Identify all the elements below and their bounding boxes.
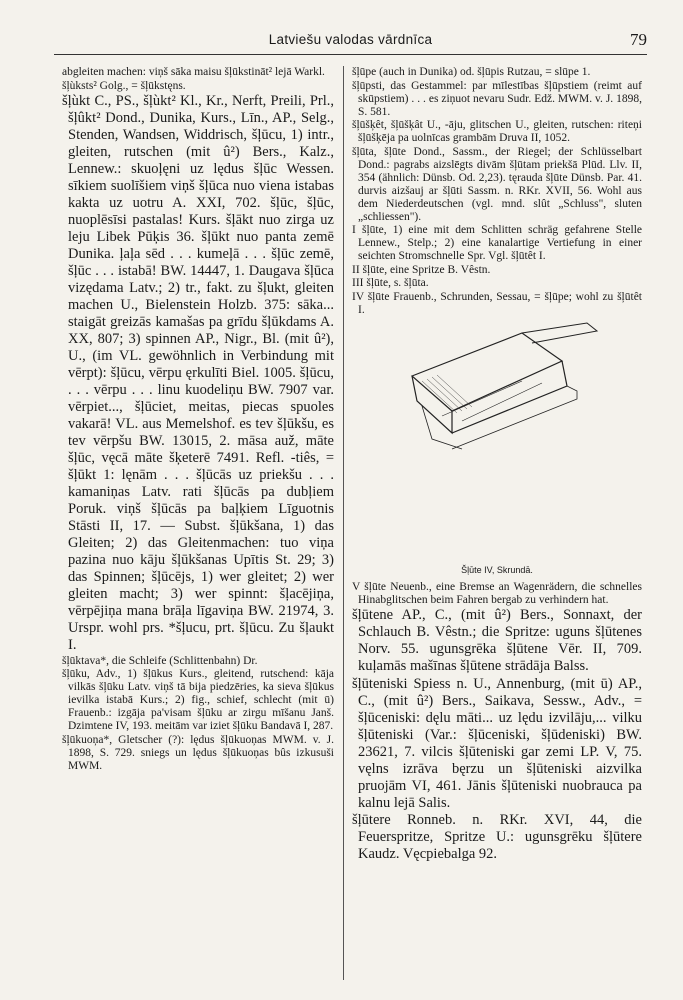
dictionary-entry: IV šļūte Frauenb., Schrunden, Sessau, = šļūpe; wohl zu šļūtêt I.: [352, 290, 642, 316]
left-column: [62, 66, 334, 773]
dictionary-entry: šļùksts² Golg., = šļūkstęns.: [62, 79, 186, 92]
dictionary-entry: abgleiten machen: viņš sāka maisu šļūkstināt² lejā Warkl.: [62, 66, 325, 78]
illustration-caption: Šļūte IV, Skrundā.: [461, 565, 533, 576]
dictionary-entry: šļūpsti, das Gestammel: par mīlestības šļūpstiem (reimt auf skūpstiem) . . . es ziņuot nevaru Sudr. Edž. MWM. v. J. 1898, S. 581.: [352, 79, 642, 118]
dictionary-entry: šļùkt C., PS., šļùkt² Kl., Kr., Nerft, Preili, Prl., šļûkt² Dond., Dunika, Kurs., Līn., AP., Selg., Stenden, Wandsen, Widdrisch, šļūcu, 1) intr., gleiten, rutschen (mit û²) Bers., Kalz., Lennew.: skuoļęni uz lędus šļūc Wessen. sīkiem suolīšiem viņš šļūca nuo viena istabas kakta uz uotru A. XXI, 702. šļūc, šļūc, nuoplēsīsi pastalas! Kurs. šļākt nuo zirga uz leju Libek Pūķis 36. šļūkt nuo panta zemē Dunika. ļaļa sēd . . . kumeļā . . . šļūc zemē, šļūc . . . istabā! BW. 14447, 1. Daugava šļūca vizędama Latv.; 2) tr., fakt. zu šļukt, gleiten machen U., Bielenstein Holzb. 375: sāka... staigāt greizās kamašas pa grīdu šļūkdams A. XX, 807; 3) spinnen AP., Nigr., Bl. (mit û²), U., (im VL. gewöhnlich in Verbindung mit vērpt): šļūcu, vērpu ęrkulīti Biel. 1005. šļūcu, . . . vērpu . . . linu kuodeliņu BW. 7907 var. vērpiet..., šļūciet, meitas, piecas spuoles vakarā! VL. aus Memelshof. es tev šļūkšu, es tev vērpšu BW. 13015, 2. māsa auž, māte šļūc, vęcā māte šķeterē 7491. Refl. -tiês, = šļūkt 1: lęnām . . . šļūcās uz priekšu . . . kamaniņas Latv. rati šļūcās pa dubļiem Poruk. viņš šļūcās pa baļķiem Līguotnis Stāsti II, 17. — Subst. šļūkšana, 1) das Gleiten; 2) das Gleitenmachen: tuo viņa pazina nuo kāju šļūkšanas Upītis St. 29; 3) das Spinnen; šļūcējs, 1) wer gleitet; 2) wer gleiten macht; 3) wer spinnt: šļacējiņa, vērpējiņa mana brāļa līgaviņa BW. 21974, 3. Urspr. wohl prs. *šļucu, prt. šļūcu. Zu šļaukt I.: [62, 93, 334, 653]
dictionary-entry: III šļūte, s. šļūta.: [352, 277, 429, 289]
dictionary-entry: I šļūte, 1) eine mit dem Schlitten schräg gefahrene Stelle Lennew., Stelp.; 2) eine kanalartige Vertiefung in einer seichten Stromschnelle Spr. Vgl. šļūtêt I.: [352, 224, 642, 262]
page-title: Latviešu valodas vārdnīca: [268, 32, 433, 47]
dictionary-entry: šļūtene AP., C., (mit û²) Bers., Sonnaxt, der Schlauch B. Vêstn.; die Spritze: uguns šļūtenes Norv. 55. ugunsgrēka šļūtene Vēr. II, 709. kuļamās mašīnas šļūtene strādāja Balss.: [352, 607, 642, 674]
column-divider: [343, 66, 344, 980]
dictionary-entry: šļūteniski Spiess n. U., Annenburg, (mit ū) AP., C., (mit û²) Bers., Saikava, Sessw., Adv., = šļūceniski: dęlu māti... uz lędu izvilāju,... vilku šļūteniski (Var.: šļūceniski, šļūdeniski) BW. 23621, 7. vilcis šļūteniski gar zemi LP. V, 75. vęlns izrāva bęrzu un šļūteniski aizvilka pruojām VI, 461. Jānis šļūteniski nuobrauca pa kalnu lejā Salis.: [352, 675, 642, 811]
dictionary-entry: šļūktava*, die Schleife (Schlittenbahn) Dr.: [62, 654, 258, 667]
dictionary-entry: V šļūte Neuenb., eine Bremse an Wagenrädern, die schnelles Hinabglitschen beim Fahren bergab zu verhindern hat.: [352, 580, 642, 606]
dictionary-entry: šļūta, šļūte Dond., Sassm., der Riegel; der Schlüsselbart Dond.: pagrabs aizslēgts divām šļūtam priekšā Plūd. Llv. II, 354 (ähnlich: Dünsb. Od. 2,23). tęrauda šļūte Dünsb. Par. 41. durvis aizšauj ar šļūti Sassm. n. RKr. XVII, 56. Wohl aus dem Niederdeutschen (vgl. mnd. slût „Schluss", sluten „schliessen").: [352, 145, 642, 223]
sluite-illustration: [352, 321, 642, 581]
dictionary-entry: šļūšķêt, šļūšķât U., -āju, glitschen U., gleiten, rutschen: riteņi šļūšķēja pa uolnīcas grambām Druva II, 1052.: [352, 119, 642, 144]
dictionary-entry: šļūku, Adv., 1) šļūkus Kurs., gleitend, rutschend: kāja vilkās šļūku Latv. viņš tā bija piedzēries, ka sieva šļūkus ievilka istabā Kurs.; 2) fig., schief, schlecht (mit ū) Frauenb.: izgāja pa'visam šļūku ar zirgu mīšanu Janš. Dzimtene IV, 193. meitām var iziet šļūku Bandavā I, 287.: [62, 668, 334, 732]
dictionary-entry: šļūkuoņa*, Gletscher (?): lędus šļūkuoņas MWM. v. J. 1898, S. 729. sniegs un lędus šļūkuoņas bûs izkusuši MWM.: [62, 733, 334, 772]
right-column: [352, 66, 642, 864]
page-number: 79: [630, 30, 647, 49]
dictionary-entry: šļūtere Ronneb. n. RKr. XVI, 44, die Feuerspritze, Spritze U.: ugunsgrēku šļūtere Kaudz. Vęcpiebalga 92.: [352, 812, 642, 862]
dictionary-entry: šļūpe (auch in Dunika) od. šļūpis Rutzau, = slūpe 1.: [352, 66, 591, 78]
dictionary-entry: II šļūte, eine Spritze B. Vêstn.: [352, 263, 491, 276]
trough-drawing: [402, 321, 602, 471]
page-header: [54, 30, 647, 55]
